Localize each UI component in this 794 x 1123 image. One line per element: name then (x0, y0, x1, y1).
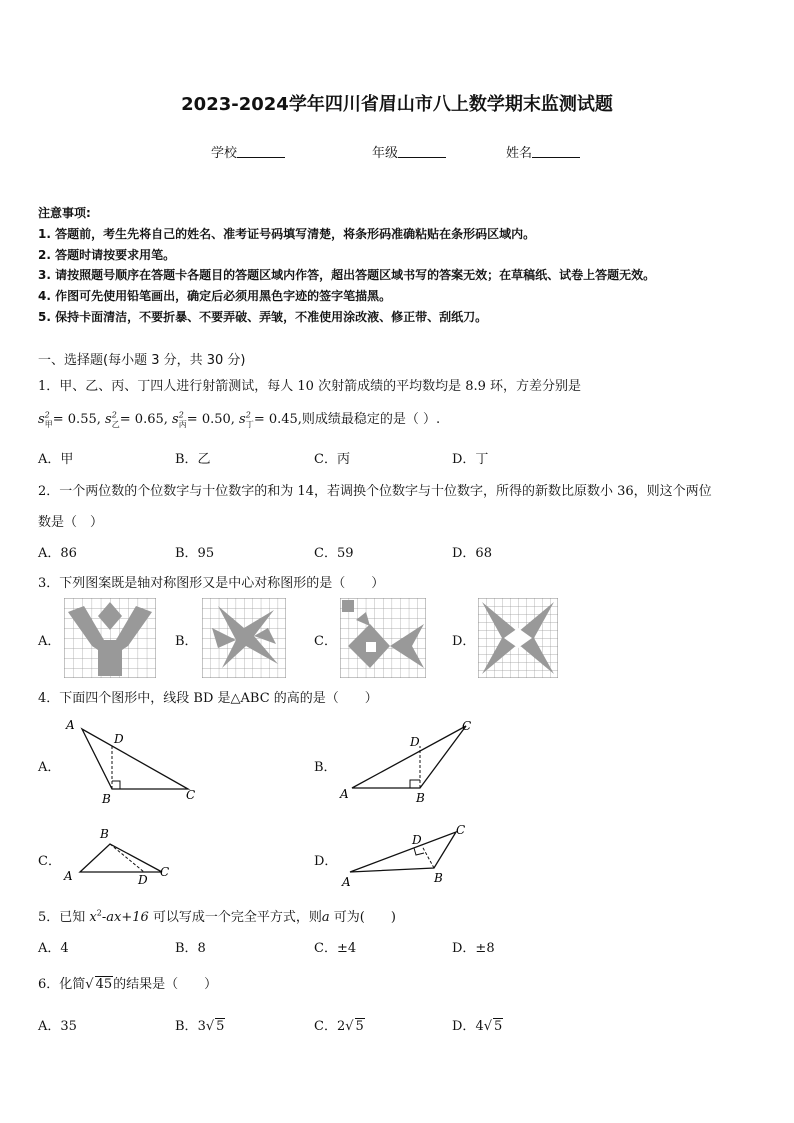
note-item: 4. 作图可先使用铅笔画出，确定后必须用黑色字迹的签字笔描黑。 (38, 289, 392, 303)
svg-text:C: C (186, 788, 196, 802)
svg-text:C: C (160, 865, 170, 879)
q4-figure-c (60, 824, 180, 888)
q2-option-c[interactable]: C．59 (314, 546, 354, 561)
svg-text:B: B (434, 871, 443, 885)
question-1-stem: 1．甲、乙、丙、丁四人进行射箭测试，每人 10 次射箭成绩的平均数均是 8.9 环，方差分别是 (38, 379, 582, 394)
question-2-stem-cont: 数是（ ） (38, 515, 104, 530)
grade-field[interactable] (372, 142, 446, 161)
q4-option-b[interactable]: B． (314, 760, 337, 775)
name-label: 姓名 (506, 146, 533, 161)
q3-option-c[interactable]: C． (314, 634, 337, 649)
svg-text:C: C (456, 823, 466, 837)
q2-option-b[interactable]: B．95 (175, 546, 215, 561)
note-item: 1. 答题前，考生先将自己的姓名、准考证号码填写清楚，将条形码准确粘贴在条形码区域内。 (38, 227, 536, 241)
q5-option-d[interactable]: D．±8 (452, 941, 495, 956)
q6-option-d[interactable]: D．4√ 5 (452, 1019, 503, 1034)
question-1-formula: $s^2_甲= 0.55$, $s^2_乙= 0.65$, $s^2_丙= 0.50$, $s^2_丁= 0.45$,则成绩最稳定的是（ ）. (38, 410, 441, 429)
question-5-stem: 5．已知 $x^2-ax+16$ 可以写成一个完全平方式，则a 可为( ) (38, 908, 396, 925)
note-item: 2. 答题时请按要求用笔。 (38, 248, 176, 262)
grade-label: 年级 (372, 146, 399, 161)
svg-text:A: A (340, 787, 349, 801)
page-title: 2023-2024学年四川省眉山市八上数学期末监测试题 (181, 94, 613, 115)
q3-figure-a (64, 598, 156, 678)
notes-heading: 注意事项: (38, 206, 91, 220)
q3-figure-c (340, 598, 426, 678)
q6-option-b[interactable]: B．3√ 5 (175, 1019, 225, 1034)
svg-text:D: D (114, 732, 124, 746)
q3-option-b[interactable]: B． (175, 634, 198, 649)
q1-option-d[interactable]: D．丁 (452, 452, 489, 467)
q4-figure-d (338, 820, 478, 890)
svg-text:A: A (64, 869, 73, 883)
section-heading: 一、选择题(每小题 3 分，共 30 分) (38, 353, 246, 368)
q2-option-a[interactable]: A．86 (38, 546, 77, 561)
question-2-stem: 2．一个两位数的个位数字与十位数字的和为 14，若调换个位数字与十位数字，所得的新数比原数小 36，则这个两位 (38, 484, 712, 499)
svg-text:A: A (66, 718, 75, 732)
q3-figure-d (478, 598, 558, 678)
q5-option-c[interactable]: C．±4 (314, 941, 357, 956)
q4-figure-b (338, 716, 478, 808)
q5-option-a[interactable]: A．4 (38, 941, 69, 956)
note-item: 3. 请按照题号顺序在答题卡各题目的答题区域内作答，超出答题区域书写的答案无效；在草稿纸、试卷上答题无效。 (38, 268, 656, 282)
q6-option-a[interactable]: A．35 (38, 1019, 77, 1034)
svg-text:C: C (462, 719, 472, 733)
q4-figure-a (60, 715, 200, 807)
q4-option-a[interactable]: A． (38, 760, 61, 775)
question-3-stem: 3．下列图案既是轴对称图形又是中心对称图形的是（ ） (38, 576, 385, 591)
q3-figure-b (202, 598, 286, 678)
question-6-stem: 6．化简√ 45的结果是（ ） (38, 977, 218, 992)
question-4-stem: 4．下面四个图形中，线段 BD 是△ABC 的高的是（ ） (38, 691, 378, 706)
q2-option-d[interactable]: D．68 (452, 546, 492, 561)
svg-text:B: B (100, 827, 109, 841)
svg-text:D: D (138, 873, 148, 887)
q3-option-d[interactable]: D． (452, 634, 476, 649)
note-item: 5. 保持卡面清洁，不要折暴、不要弄破、弄皱，不准使用涂改液、修正带、刮纸刀。 (38, 310, 488, 324)
q4-option-d[interactable]: D． (314, 854, 338, 869)
q4-option-c[interactable]: C． (38, 854, 61, 869)
svg-text:B: B (416, 791, 425, 805)
school-field[interactable] (211, 142, 285, 161)
name-field[interactable] (506, 142, 580, 161)
q6-option-c[interactable]: C．2√ 5 (314, 1019, 364, 1034)
svg-text:B: B (102, 792, 111, 806)
svg-text:D: D (412, 833, 422, 847)
q5-option-b[interactable]: B．8 (175, 941, 206, 956)
q3-option-a[interactable]: A． (38, 634, 61, 649)
q1-option-b[interactable]: B．乙 (175, 452, 211, 467)
svg-text:D: D (410, 735, 420, 749)
q1-option-a[interactable]: A．甲 (38, 452, 74, 467)
school-label: 学校 (211, 146, 238, 161)
svg-text:A: A (342, 875, 351, 889)
q1-option-c[interactable]: C．丙 (314, 452, 350, 467)
